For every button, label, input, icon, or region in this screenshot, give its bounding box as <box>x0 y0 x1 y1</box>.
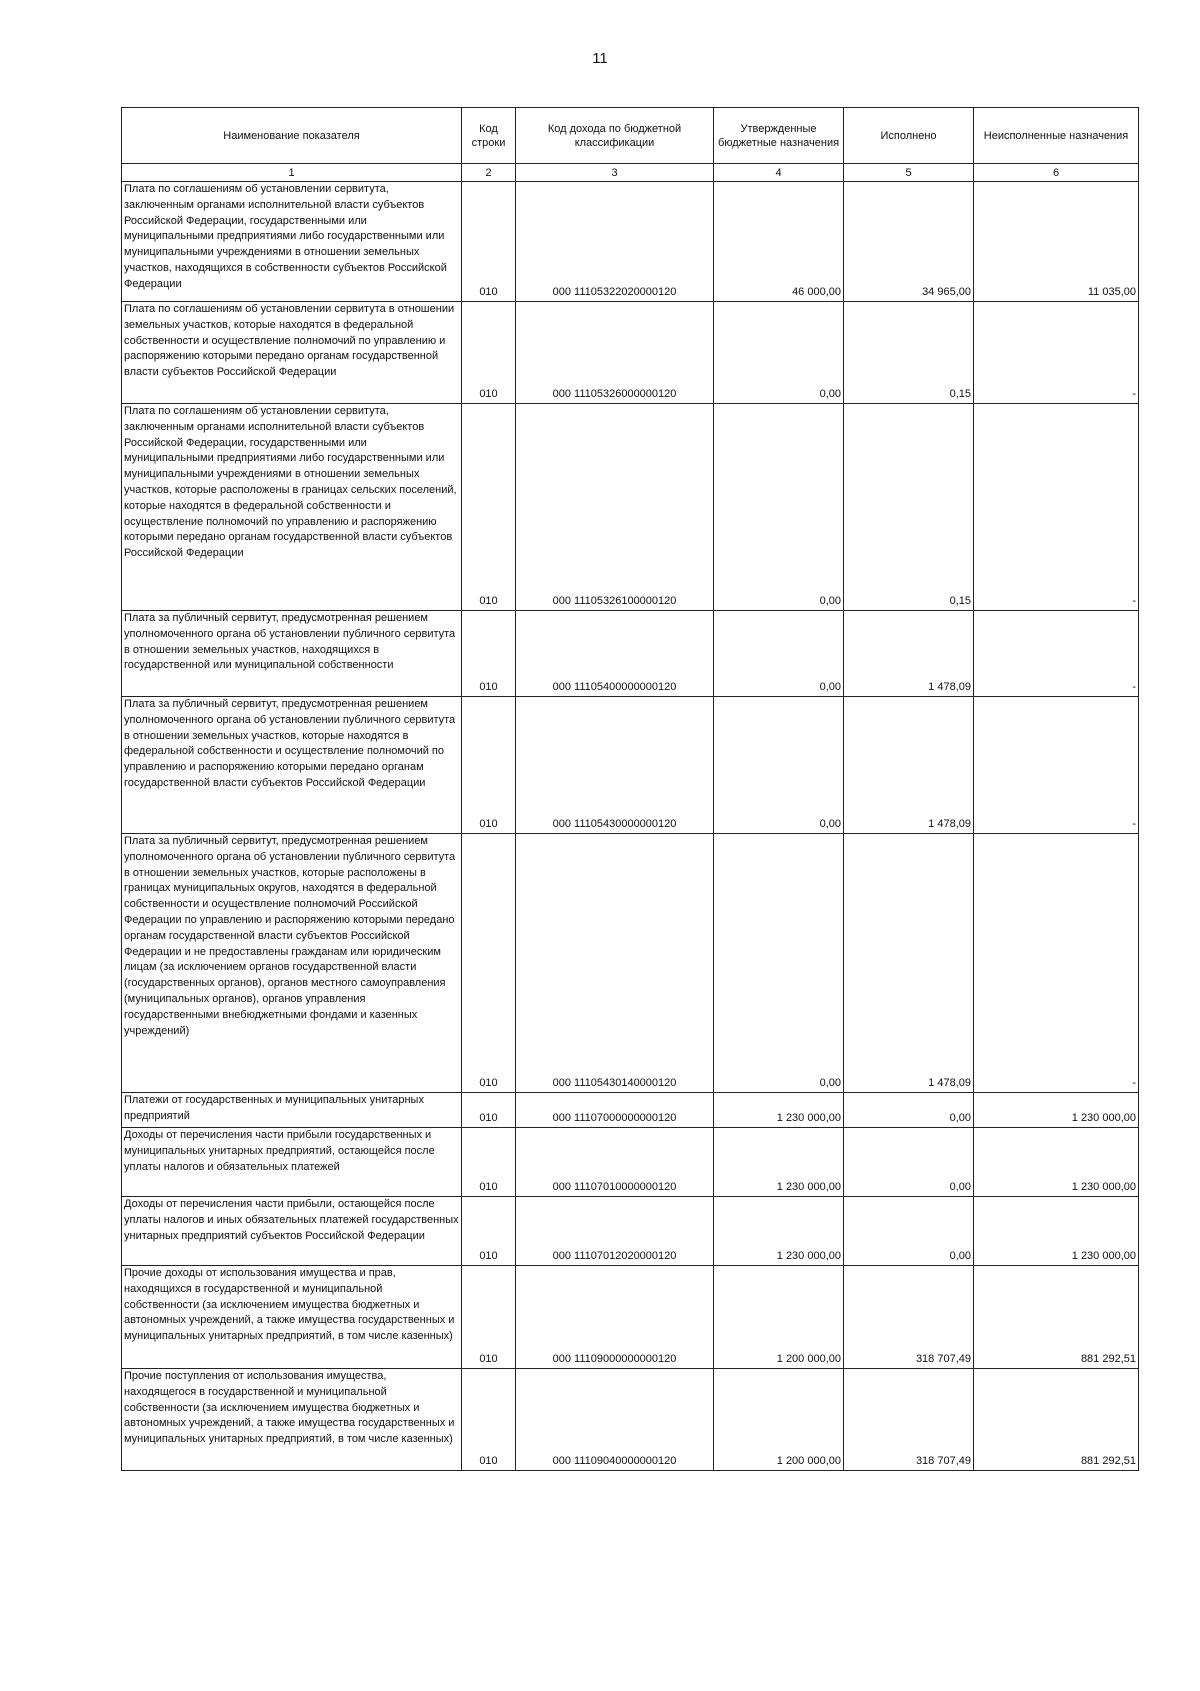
column-number: 5 <box>844 164 974 182</box>
income-code: 000 11107012020000120 <box>516 1197 714 1266</box>
revenue-report-table <box>121 107 1139 1471</box>
approved-amount: 0,00 <box>714 834 844 1093</box>
column-number-row <box>122 164 1139 182</box>
income-code: 000 11105326100000120 <box>516 404 714 611</box>
table-row <box>122 1128 1139 1197</box>
table-row <box>122 1197 1139 1266</box>
line-code: 010 <box>462 404 516 611</box>
page-number: 11 <box>592 50 608 67</box>
column-number: 4 <box>714 164 844 182</box>
approved-amount: 1 230 000,00 <box>714 1128 844 1197</box>
header-unexecuted: Неисполненные назначения <box>974 108 1139 164</box>
line-code: 010 <box>462 182 516 302</box>
income-code: 000 11105430140000120 <box>516 834 714 1093</box>
income-code: 000 11109000000000120 <box>516 1266 714 1369</box>
indicator-name: Прочие доходы от использования имущества и прав, находящихся в государственной и муниципальной собственности (за исключением имущества бюджетных и автономных учреждений, а также имущества государственных и муниципальных унитарных предприятий, в том числе казенных) <box>122 1266 462 1369</box>
line-code: 010 <box>462 302 516 404</box>
income-code: 000 11105322020000120 <box>516 182 714 302</box>
unexecuted-amount: - <box>974 611 1139 697</box>
line-code: 010 <box>462 1197 516 1266</box>
header-executed: Исполнено <box>844 108 974 164</box>
executed-amount: 0,00 <box>844 1128 974 1197</box>
header-approved: Утвержденные бюджетные назначения <box>714 108 844 164</box>
indicator-name: Плата за публичный сервитут, предусмотренная решением уполномоченного органа об установлении публичного сервитута в отношении земельных участков, которые расположены в границах муниципальных округов, находятся в федеральной собственности и осуществление полномочий Российской Федерации по управлению и распоряжению которыми передано органам государственной власти субъектов Российской Федерации и не предоставлены гражданам или юридическим лицам (за исключением органов государственной власти (государственных органов), органов местного самоуправления (муниципальных органов), органов управления государственными внебюджетными фондами и казенных учреждений) <box>122 834 462 1093</box>
indicator-name: Плата по соглашениям об установлении сервитута, заключенным органами исполнительной власти субъектов Российской Федерации, государственными или муниципальными предприятиями либо государственными или муниципальными учреждениями в отношении земельных участков, которые расположены в границах сельских поселений, которые находятся в федеральной собственности и осуществление полномочий по управлению и распоряжению которыми передано органам государственной власти субъектов Российской Федерации <box>122 404 462 611</box>
unexecuted-amount: - <box>974 404 1139 611</box>
unexecuted-amount: 1 230 000,00 <box>974 1093 1139 1128</box>
executed-amount: 0,15 <box>844 404 974 611</box>
executed-amount: 318 707,49 <box>844 1369 974 1471</box>
approved-amount: 0,00 <box>714 611 844 697</box>
line-code: 010 <box>462 1266 516 1369</box>
header-income-code: Код дохода по бюджетной классификации <box>516 108 714 164</box>
line-code: 010 <box>462 1128 516 1197</box>
income-code: 000 11109040000000120 <box>516 1369 714 1471</box>
table-row <box>122 1266 1139 1369</box>
approved-amount: 0,00 <box>714 404 844 611</box>
approved-amount: 46 000,00 <box>714 182 844 302</box>
unexecuted-amount: 11 035,00 <box>974 182 1139 302</box>
column-number: 3 <box>516 164 714 182</box>
indicator-name: Платежи от государственных и муниципальных унитарных предприятий <box>122 1093 462 1128</box>
executed-amount: 34 965,00 <box>844 182 974 302</box>
table-row <box>122 182 1139 302</box>
income-code: 000 11105326000000120 <box>516 302 714 404</box>
table-row <box>122 1093 1139 1128</box>
approved-amount: 1 230 000,00 <box>714 1197 844 1266</box>
table-row <box>122 611 1139 697</box>
header-indicator-name: Наименование показателя <box>122 108 462 164</box>
line-code: 010 <box>462 1093 516 1128</box>
indicator-name: Плата по соглашениям об установлении сервитута в отношении земельных участков, которые находятся в федеральной собственности и осуществление полномочий по управлению и распоряжению которыми передано органам государственной власти субъектов Российской Федерации <box>122 302 462 404</box>
executed-amount: 1 478,09 <box>844 697 974 834</box>
indicator-name: Доходы от перечисления части прибыли, остающейся после уплаты налогов и иных обязательных платежей государственных унитарных предприятий субъектов Российской Федерации <box>122 1197 462 1266</box>
table-row <box>122 697 1139 834</box>
table-row <box>122 302 1139 404</box>
indicator-name: Прочие поступления от использования имущества, находящегося в государственной и муниципальной собственности (за исключением имущества бюджетных и автономных учреждений, а также имущества государственных и муниципальных унитарных предприятий, в том числе казенных) <box>122 1369 462 1471</box>
line-code: 010 <box>462 697 516 834</box>
table-row <box>122 834 1139 1093</box>
approved-amount: 0,00 <box>714 302 844 404</box>
indicator-name: Доходы от перечисления части прибыли государственных и муниципальных унитарных предприятий, остающейся после уплаты налогов и обязательных платежей <box>122 1128 462 1197</box>
unexecuted-amount: 1 230 000,00 <box>974 1197 1139 1266</box>
unexecuted-amount: - <box>974 834 1139 1093</box>
indicator-name: Плата за публичный сервитут, предусмотренная решением уполномоченного органа об установлении публичного сервитута в отношении земельных участков, которые находятся в федеральной собственности и осуществление полномочий по управлению и распоряжению которыми передано органам государственной власти субъектов Российской Федерации <box>122 697 462 834</box>
indicator-name: Плата за публичный сервитут, предусмотренная решением уполномоченного органа об установлении публичного сервитута в отношении земельных участков, находящихся в государственной или муниципальной собственности <box>122 611 462 697</box>
header-line-code: Код строки <box>462 108 516 164</box>
unexecuted-amount: 881 292,51 <box>974 1369 1139 1471</box>
executed-amount: 1 478,09 <box>844 611 974 697</box>
income-code: 000 11105430000000120 <box>516 697 714 834</box>
income-code: 000 11107000000000120 <box>516 1093 714 1128</box>
header-row <box>122 108 1139 164</box>
unexecuted-amount: 1 230 000,00 <box>974 1128 1139 1197</box>
unexecuted-amount: 881 292,51 <box>974 1266 1139 1369</box>
table-row <box>122 1369 1139 1471</box>
executed-amount: 0,00 <box>844 1197 974 1266</box>
line-code: 010 <box>462 1369 516 1471</box>
indicator-name: Плата по соглашениям об установлении сервитута, заключенным органами исполнительной власти субъектов Российской Федерации, государственными или муниципальными предприятиями либо государственными или муниципальными учреждениями в отношении земельных участков, находящихся в собственности субъектов Российской Федерации <box>122 182 462 302</box>
unexecuted-amount: - <box>974 302 1139 404</box>
executed-amount: 1 478,09 <box>844 834 974 1093</box>
approved-amount: 1 230 000,00 <box>714 1093 844 1128</box>
line-code: 010 <box>462 834 516 1093</box>
table-row <box>122 404 1139 611</box>
column-number: 1 <box>122 164 462 182</box>
income-code: 000 11105400000000120 <box>516 611 714 697</box>
income-code: 000 11107010000000120 <box>516 1128 714 1197</box>
executed-amount: 0,15 <box>844 302 974 404</box>
approved-amount: 0,00 <box>714 697 844 834</box>
line-code: 010 <box>462 611 516 697</box>
executed-amount: 0,00 <box>844 1093 974 1128</box>
column-number: 2 <box>462 164 516 182</box>
approved-amount: 1 200 000,00 <box>714 1266 844 1369</box>
unexecuted-amount: - <box>974 697 1139 834</box>
column-number: 6 <box>974 164 1139 182</box>
approved-amount: 1 200 000,00 <box>714 1369 844 1471</box>
executed-amount: 318 707,49 <box>844 1266 974 1369</box>
